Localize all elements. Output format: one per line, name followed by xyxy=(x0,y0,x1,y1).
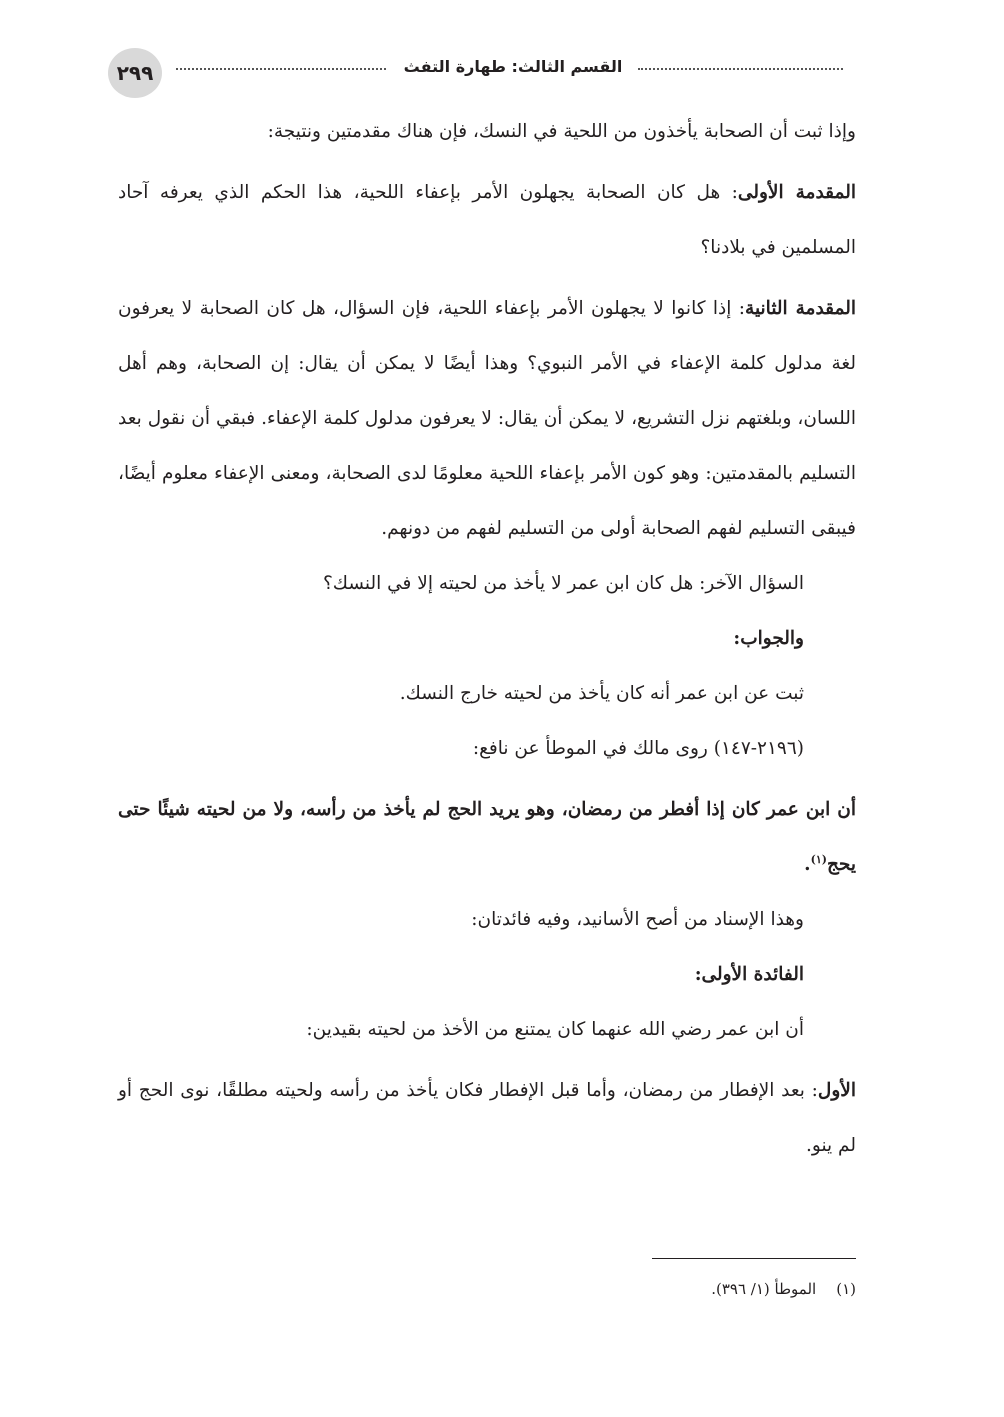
paragraph-narration-text: أن ابن عمر كان إذا أفطر من رمضان، وهو يريد الحج لم يأخذ من رأسه، ولا من لحيته شيئًا حتى يحج$^{(١)}$. xyxy=(118,799,856,875)
paragraph-narration-source: (٢١٩٦-١٤٧) روى مالك في الموطأ عن نافع: xyxy=(472,738,804,759)
paragraph-first-condition: الأول: بعد الإفطار من رمضان، وأما قبل الإفطار فكان يأخذ من رأسه ولحيته مطلقًا، نوى الحج أو لم ينو. xyxy=(118,1080,856,1156)
second-premise-label: المقدمة الثانية xyxy=(745,298,856,319)
first-benefit-heading: الفائدة الأولى: xyxy=(694,964,804,985)
first-premise-label: المقدمة الأولى xyxy=(737,182,856,203)
paragraph-second-premise: المقدمة الثانية: إذا كانوا لا يجهلون الأمر بإعفاء اللحية، فإن السؤال، هل كان الصحابة لا يعرفون لغة مدلول كلمة الإعفاء في الأمر النبوي؟ وهذا أيضًا لا يمكن أن يقال: إن الصحابة، وهم أهل اللسان، وبلغتهم نزل التشريع، لا يمكن أن يقال: لا يعرفون مدلول كلمة الإعفاء. فبقي أن نقول بعد التسليم بالمقدمتين: وهو كون الأمر بإعفاء اللحية معلومًا لدى الصحابة، ومعنى الإعفاء معلوم أيضًا، فيبقى التسليم لفهم الصحابة أولى من التسليم لفهم من دونهم. xyxy=(118,298,856,539)
footnote-reference: (١) xyxy=(810,852,827,866)
paragraph-two-conditions: أن ابن عمر رضي الله عنهما كان يمتنع من الأخذ من لحيته بقيدين: xyxy=(306,1019,804,1040)
page-number: ٢٩٩ xyxy=(108,48,162,98)
footnote-number: (١) xyxy=(836,1280,856,1298)
first-condition-label: الأول xyxy=(817,1080,856,1101)
paragraph-intro: وإذا ثبت أن الصحابة يأخذون من اللحية في النسك، فإن هناك مقدمتين ونتيجة: xyxy=(267,121,856,142)
header-dotted-leader-left xyxy=(176,68,386,70)
footnote xyxy=(118,1274,856,1304)
header-title: القسم الثالث: طهارة التفث xyxy=(403,57,623,76)
main-text xyxy=(118,104,856,1173)
paragraph-other-question: السؤال الآخر: هل كان ابن عمر لا يأخذ من لحيته إلا في النسك؟ xyxy=(322,573,804,594)
footnote-separator xyxy=(652,1258,856,1259)
footnote-text: الموطأ (١/ ٣٩٦). xyxy=(711,1280,817,1298)
paragraph-isnad: وهذا الإسناد من أصح الأسانيد، وفيه فائدتان: xyxy=(471,909,804,930)
header-dotted-leader-right xyxy=(638,68,843,70)
paragraph-established: ثبت عن ابن عمر أنه كان يأخذ من لحيته خارج النسك. xyxy=(399,683,804,704)
paragraph-first-premise: المقدمة الأولى: هل كان الصحابة يجهلون الأمر بإعفاء اللحية، هذا الحكم الذي يعرفه آحاد المسلمين في بلادنا؟ xyxy=(118,182,856,258)
running-header xyxy=(108,48,856,98)
answer-heading: والجواب: xyxy=(733,628,804,649)
